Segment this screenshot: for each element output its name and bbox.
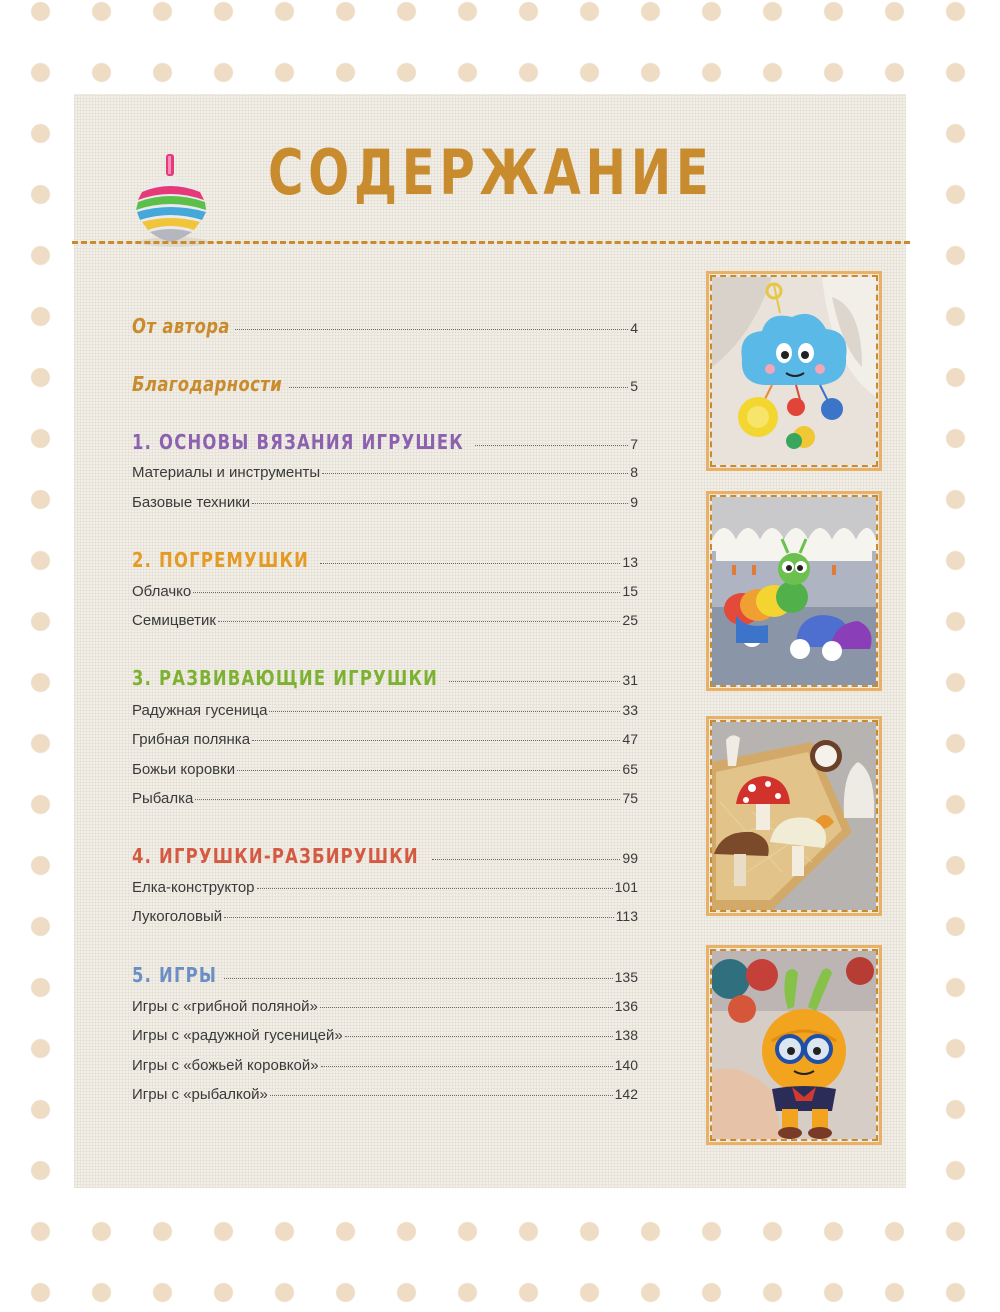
toc-section-3[interactable]	[132, 666, 638, 690]
dot-leader	[449, 681, 620, 682]
toc-section-4[interactable]	[132, 844, 638, 868]
toc-item-label: Игры с «радужной гусеницей»	[132, 1027, 343, 1044]
toc-item-label: Божьи коровки	[132, 761, 236, 778]
toc-item-label: Рыбалка	[132, 790, 194, 807]
toc-entry-page: 4	[630, 320, 638, 336]
mushroom-glade-photo	[710, 720, 878, 912]
toc-item-page: 25	[622, 612, 638, 628]
rainbow-caterpillar-photo	[710, 495, 878, 687]
toc-section-label: 5. ИГРЫ	[132, 963, 218, 987]
dot-leader	[218, 621, 621, 622]
toc-item-label: Игры с «рыбалкой»	[132, 1086, 268, 1103]
dot-leader	[224, 917, 614, 918]
onion-head-toy-photo	[710, 949, 878, 1141]
toc-item-page: 65	[622, 761, 638, 777]
toc-item-page: 75	[622, 790, 638, 806]
toc-item[interactable]	[132, 583, 638, 600]
toc-item-label: Облачко	[132, 583, 192, 600]
dot-leader	[237, 770, 620, 771]
toc-section-label: 3. РАЗВИВАЮЩИЕ ИГРУШКИ	[132, 666, 439, 690]
spinning-top-icon	[128, 150, 214, 250]
toc-item[interactable]	[132, 790, 638, 807]
toc-item[interactable]	[132, 1086, 638, 1103]
toc-item-page: 142	[614, 1086, 638, 1102]
toc-section-label: 2. ПОГРЕМУШКИ	[132, 548, 310, 572]
toc-item-page: 9	[630, 494, 638, 510]
dot-leader	[195, 799, 620, 800]
toc-item-label: Игры с «грибной поляной»	[132, 998, 318, 1015]
toc-section-page: 31	[622, 672, 638, 688]
dot-leader	[224, 978, 613, 979]
dot-leader	[322, 473, 628, 474]
toc-section-page: 135	[614, 969, 638, 985]
toc-entry-page: 5	[630, 378, 638, 394]
toc-item-page: 15	[622, 583, 638, 599]
toc-item[interactable]	[132, 761, 638, 778]
toc-item[interactable]	[132, 702, 638, 719]
toc-entry-label: От автора	[132, 314, 230, 338]
toc-section-page: 7	[630, 436, 638, 452]
toc-item-page: 8	[630, 464, 638, 480]
toc-item-label: Базовые техники	[132, 494, 251, 511]
dot-leader	[320, 1007, 613, 1008]
toc-item[interactable]	[132, 998, 638, 1015]
dot-leader	[321, 1066, 613, 1067]
toc-item[interactable]	[132, 464, 638, 481]
toc-item[interactable]	[132, 612, 638, 629]
toc-item-page: 101	[614, 879, 638, 895]
toc-item-label: Игры с «божьей коровкой»	[132, 1057, 319, 1074]
title-divider	[72, 241, 910, 244]
toc-section-label: 4. ИГРУШКИ-РАЗБИРУШКИ	[132, 844, 419, 868]
dot-leader	[432, 859, 621, 860]
dot-leader	[252, 503, 628, 504]
dot-leader	[320, 563, 621, 564]
toc-entry-author[interactable]	[132, 314, 638, 338]
toc-item-label: Грибная полянка	[132, 731, 251, 748]
dot-leader	[193, 592, 620, 593]
toc-item-page: 138	[614, 1027, 638, 1043]
toc-item-page: 113	[615, 908, 638, 924]
toc-section-page: 99	[622, 850, 638, 866]
toc-section-2[interactable]	[132, 548, 638, 572]
dot-leader	[345, 1036, 613, 1037]
toc-entry-label: Благодарности	[132, 372, 283, 396]
toc-item-label: Елка-конструктор	[132, 879, 255, 896]
toc-section-1[interactable]	[132, 430, 638, 454]
dot-leader	[257, 888, 613, 889]
toc-item-label: Материалы и инструменты	[132, 464, 321, 481]
toc-item[interactable]	[132, 1027, 638, 1044]
toc-item[interactable]	[132, 879, 638, 896]
toc-section-label: 1. ОСНОВЫ ВЯЗАНИЯ ИГРУШЕК	[132, 430, 464, 454]
toc-section-5[interactable]	[132, 963, 638, 987]
toc-item[interactable]	[132, 1057, 638, 1074]
toc-item-label: Лукоголовый	[132, 908, 223, 925]
toc-item[interactable]	[132, 908, 638, 925]
toc-item-page: 136	[614, 998, 638, 1014]
toc-item-page: 33	[622, 702, 638, 718]
dot-leader	[475, 445, 628, 446]
toc-item-page: 47	[622, 731, 638, 747]
toc-entry-thanks[interactable]	[132, 372, 638, 396]
cloud-rattle-photo	[710, 275, 878, 467]
toc-item[interactable]	[132, 731, 638, 748]
dot-leader	[270, 1095, 613, 1096]
dot-leader	[289, 387, 628, 388]
toc-item-page: 140	[614, 1057, 638, 1073]
dot-leader	[235, 329, 628, 330]
toc-item-label: Радужная гусеница	[132, 702, 268, 719]
dot-leader	[252, 740, 620, 741]
toc-section-page: 13	[622, 554, 638, 570]
toc-item[interactable]	[132, 494, 638, 511]
toc-item-label: Семицветик	[132, 612, 216, 629]
dot-leader	[269, 711, 620, 712]
page-title: СОДЕРЖАНИЕ	[268, 136, 714, 209]
